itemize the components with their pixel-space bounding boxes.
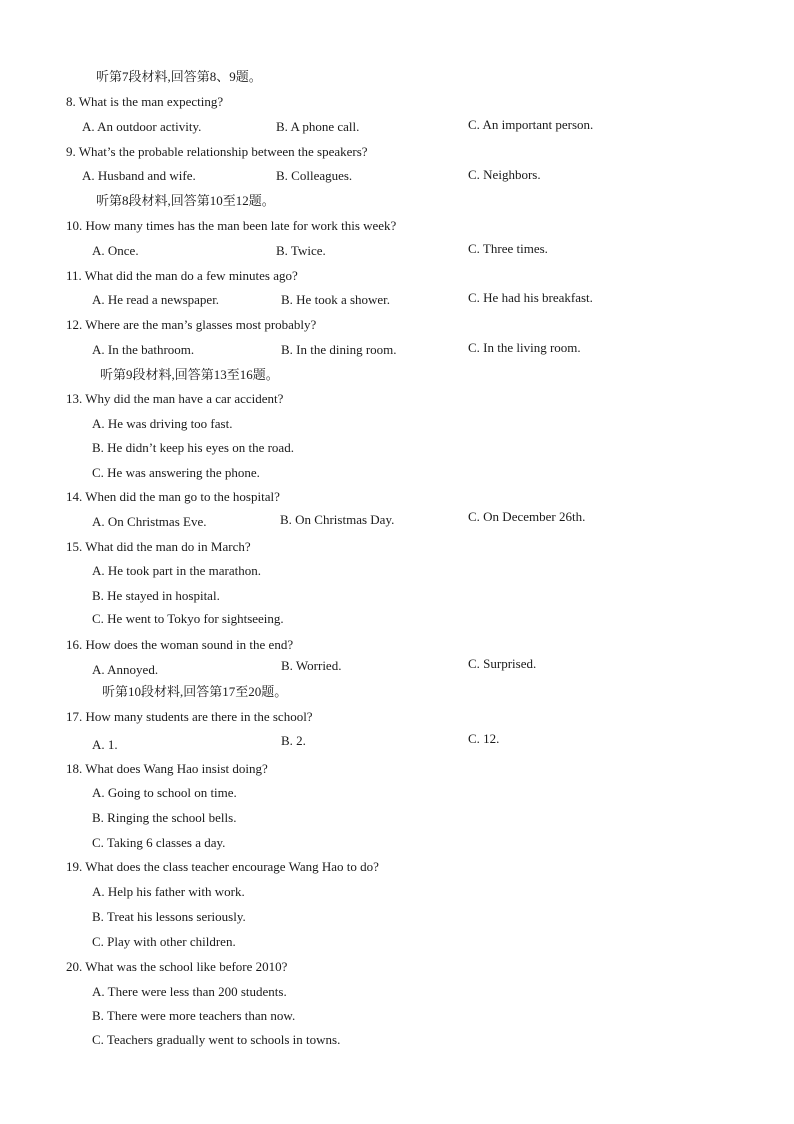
option-b: B. Worried. xyxy=(281,658,342,673)
option-c: C. 12. xyxy=(468,731,500,746)
option-c: C. In the living room. xyxy=(468,340,581,355)
option-a: A. Once. xyxy=(92,243,139,258)
question-stem: 17. How many students are there in the school? xyxy=(66,709,313,724)
option-c: C. Surprised. xyxy=(468,656,537,671)
option-c: C. Play with other children. xyxy=(92,934,236,949)
option-a: A. He was driving too fast. xyxy=(92,416,233,431)
option-c: C. He was answering the phone. xyxy=(92,465,260,480)
question-stem: 12. Where are the man’s glasses most probably? xyxy=(66,317,317,332)
question-stem: 10. How many times has the man been late for work this week? xyxy=(66,218,397,233)
option-c: C. Three times. xyxy=(468,241,548,256)
question-stem: 8. What is the man expecting? xyxy=(66,94,224,109)
option-b: B. Twice. xyxy=(276,243,326,258)
option-b: B. On Christmas Day. xyxy=(280,512,395,527)
question-stem: 20. What was the school like before 2010? xyxy=(66,959,288,974)
option-a: A. Going to school on time. xyxy=(92,785,237,800)
option-a: A. Help his father with work. xyxy=(92,884,245,899)
option-c: C. Taking 6 classes a day. xyxy=(92,835,226,850)
option-a: A. He took part in the marathon. xyxy=(92,563,261,578)
section-heading: 听第8段材料,回答第10至12题。 xyxy=(96,193,275,208)
option-b: B. Colleagues. xyxy=(276,168,353,183)
option-a: A. An outdoor activity. xyxy=(82,119,202,134)
option-c: C. Neighbors. xyxy=(468,167,541,182)
option-b: B. A phone call. xyxy=(276,119,360,134)
option-b: B. Treat his lessons seriously. xyxy=(92,909,246,924)
option-c: C. On December 26th. xyxy=(468,509,586,524)
question-stem: 16. How does the woman sound in the end? xyxy=(66,637,294,652)
question-stem: 18. What does Wang Hao insist doing? xyxy=(66,761,268,776)
section-heading: 听第9段材料,回答第13至16题。 xyxy=(100,367,279,382)
question-stem: 11. What did the man do a few minutes ago? xyxy=(66,268,298,283)
option-a: A. 1. xyxy=(92,737,118,752)
option-c: C. An important person. xyxy=(468,117,594,132)
option-c: C. Teachers gradually went to schools in towns. xyxy=(92,1032,341,1047)
question-stem: 9. What’s the probable relationship between the speakers? xyxy=(66,144,368,159)
option-b: B. He took a shower. xyxy=(281,292,391,307)
option-a: A. On Christmas Eve. xyxy=(92,514,207,529)
option-b: B. There were more teachers than now. xyxy=(92,1008,296,1023)
option-a: A. In the bathroom. xyxy=(92,342,195,357)
option-b: B. In the dining room. xyxy=(281,342,397,357)
question-stem: 15. What did the man do in March? xyxy=(66,539,251,554)
option-a: A. There were less than 200 students. xyxy=(92,984,287,999)
option-c: C. He went to Tokyo for sightseeing. xyxy=(92,611,284,626)
section-heading: 听第7段材料,回答第8、9题。 xyxy=(96,69,262,84)
option-a: A. He read a newspaper. xyxy=(92,292,220,307)
option-a: A. Husband and wife. xyxy=(82,168,196,183)
question-stem: 19. What does the class teacher encourage Wang Hao to do? xyxy=(66,859,379,874)
question-stem: 13. Why did the man have a car accident? xyxy=(66,391,284,406)
option-b: B. He didn’t keep his eyes on the road. xyxy=(92,440,294,455)
question-stem: 14. When did the man go to the hospital? xyxy=(66,489,280,504)
option-b: B. 2. xyxy=(281,733,306,748)
section-heading: 听第10段材料,回答第17至20题。 xyxy=(102,684,288,699)
option-c: C. He had his breakfast. xyxy=(468,290,593,305)
option-a: A. Annoyed. xyxy=(92,662,159,677)
option-b: B. Ringing the school bells. xyxy=(92,810,237,825)
option-b: B. He stayed in hospital. xyxy=(92,588,220,603)
